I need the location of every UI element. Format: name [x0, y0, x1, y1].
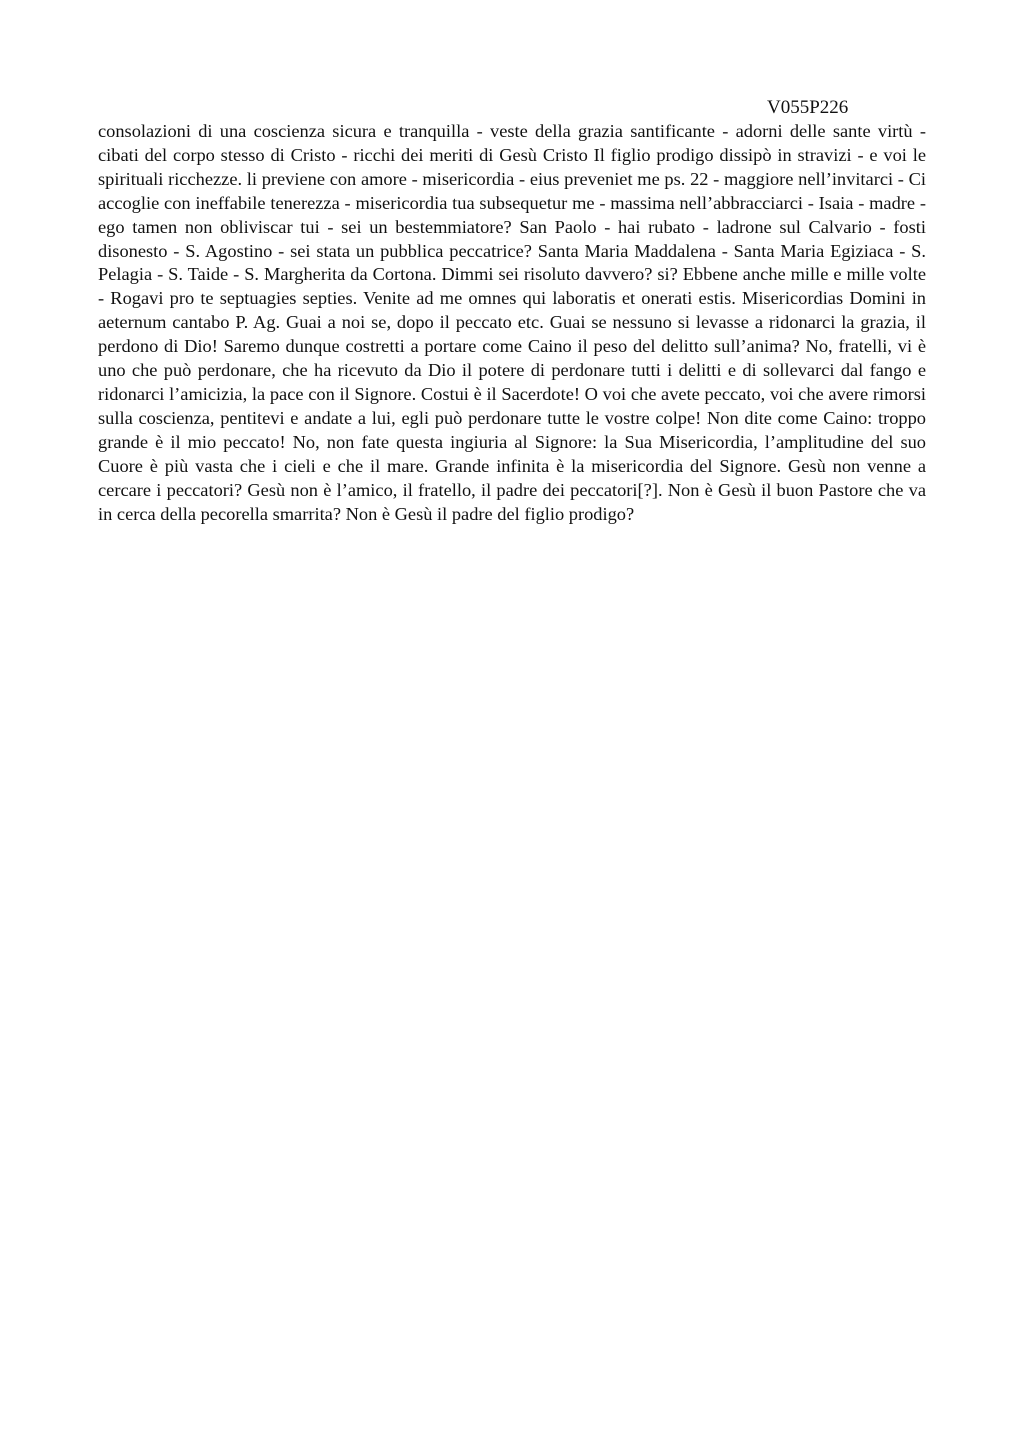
page-identifier: V055P226: [767, 97, 849, 118]
body-paragraph: consolazioni di una coscienza sicura e tranquilla - veste della grazia santificante - adorni delle sante virtù - cibati del corpo stesso di Cristo - ricchi dei meriti di Gesù Cristo Il figlio prodigo dissipò in stravizi - e voi le spirituali ricchezze. li previene con amore - misericordia - eius preveniet me ps. 22 - maggiore nell’invitarci - Ci accoglie con ineffabile tenerezza - misericordia tua subsequetur me - massima nell’abbracciarci - Isaia - madre - ego tamen non obliviscar tui - sei un bestemmiatore? San Paolo - hai rubato - ladrone sul Calvario - fosti disonesto - S. Agostino - sei stata un pubblica peccatrice? Santa Maria Maddalena - Santa Maria Egiziaca - S. Pelagia - S. Taide - S. Margherita da Cortona. Dimmi sei risoluto davvero? si? Ebbene anche mille e mille volte - Rogavi pro te septuagies septies. Venite ad me omnes qui laboratis et onerati estis. Misericordias Domini in aeternum cantabo P. Ag. Guai a noi se, dopo il peccato etc. Guai se nessuno si levasse a ridonarci la grazia, il perdono di Dio! Saremo dunque costretti a portare come Caino il peso del delitto sull’anima? No, fratelli, vi è uno che può perdonare, che ha ricevuto da Dio il potere di perdonare tutti i delitti e di sollevarci dal fango e ridonarci l’amicizia, la pace con il Signore. Costui è il Sacerdote! O voi che avete peccato, voi che avere rimorsi sulla coscienza, pentitevi e andate a lui, egli può perdonare tutte le vostre colpe! Non dite come Caino: troppo grande è il mio peccato! No, non fate questa ingiuria al Signore: la Sua Misericordia, l’amplitudine del suo Cuore è più vasta che i cieli e che il mare. Grande infinita è la misericordia del Signore. Gesù non venne a cercare i peccatori? Gesù non è l’amico, il fratello, il padre dei peccatori[?]. Non è Gesù il buon Pastore che va in cerca della pecorella smarrita? Non è Gesù il padre del figlio prodigo?: [98, 121, 926, 524]
